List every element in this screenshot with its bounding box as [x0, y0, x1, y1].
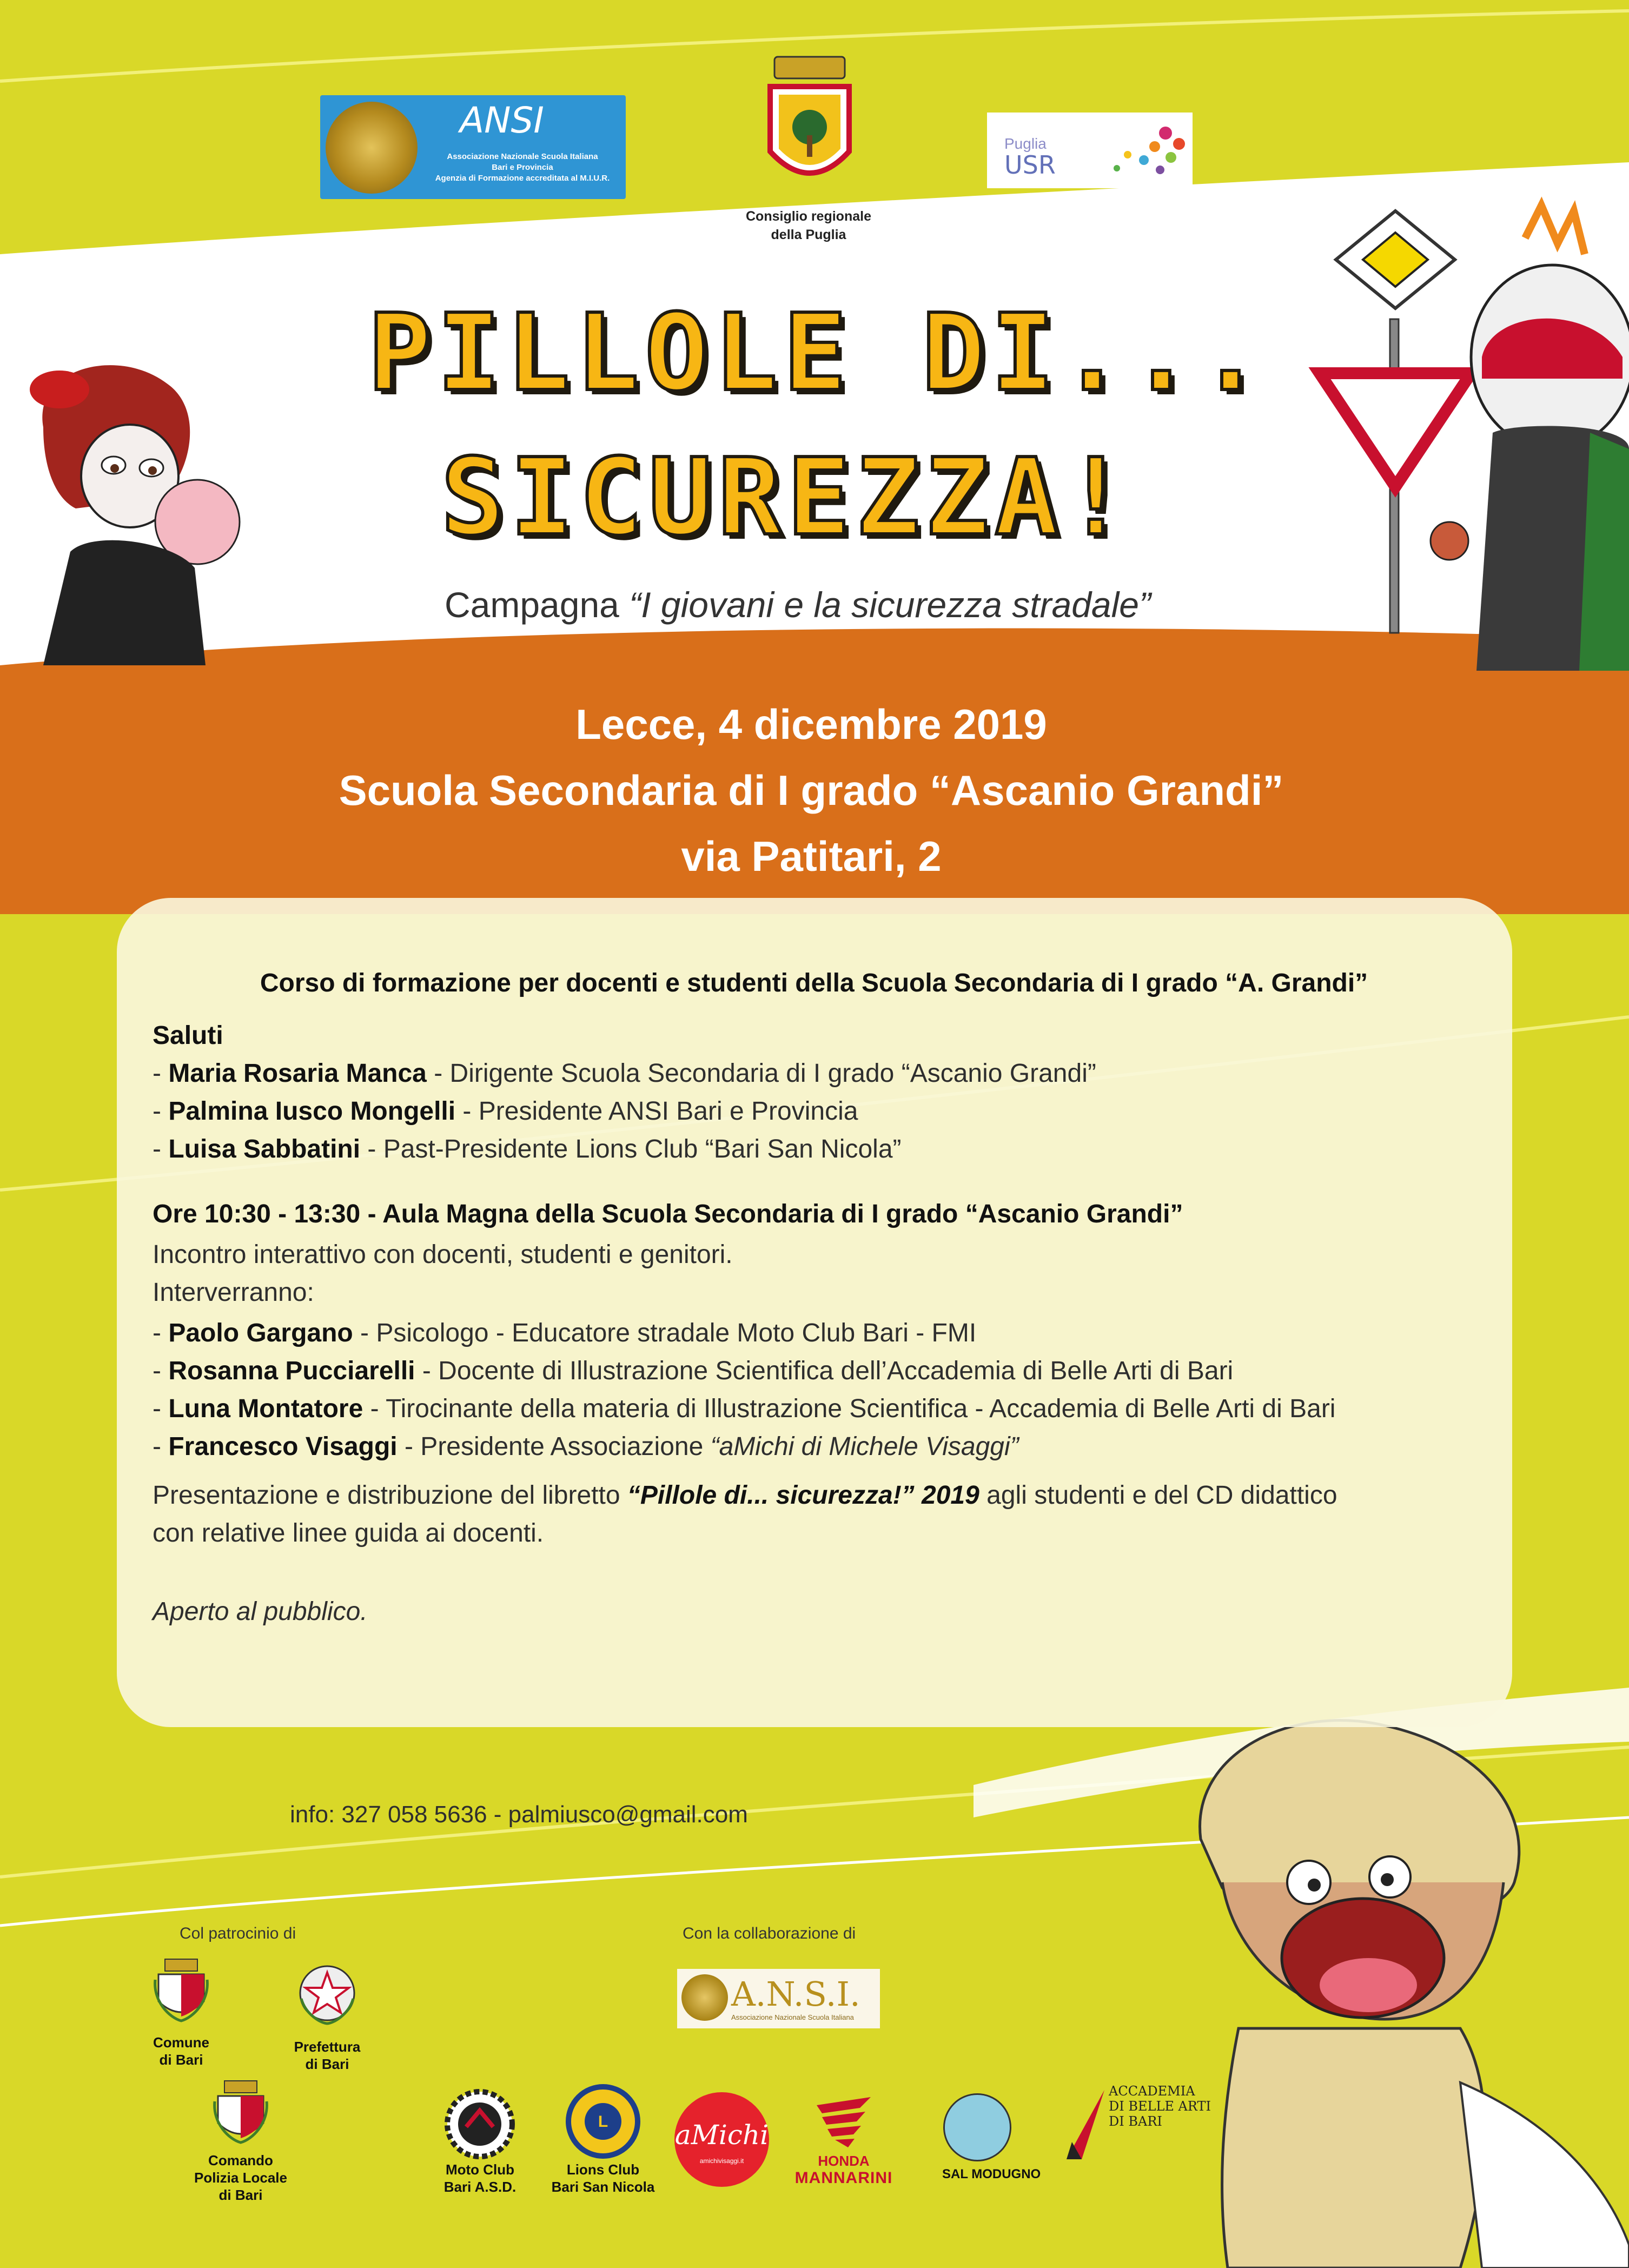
- caption-line: di Bari: [218, 2187, 263, 2203]
- ansi-collab-brand: A.N.S.I.: [731, 1974, 860, 2014]
- speakers-intro: Interverranno:: [153, 1278, 314, 1307]
- person-role: - Presidente ANSI Bari e Provincia: [455, 1097, 858, 1126]
- event-address: via Patitari, 2: [681, 832, 942, 880]
- caption-line: Comune: [153, 2034, 209, 2051]
- honda-brand: HONDA: [818, 2153, 870, 2169]
- presentation-text: agli studenti e del CD didattico: [979, 1481, 1337, 1510]
- person-name: Francesco Visaggi: [168, 1432, 398, 1461]
- amichi-brand: aMichi: [674, 2119, 769, 2151]
- motorcyclist-road-sign-illustration: [1287, 195, 1629, 671]
- speaker-item: - Paolo Gargano - Psicologo - Educatore stradale Moto Club Bari - FMI: [153, 1319, 977, 1347]
- comune-bari-caption: [135, 2034, 227, 2068]
- greetings-title-text: Saluti: [153, 1021, 223, 1050]
- caption-line: di Bari: [305, 2056, 349, 2072]
- ansi-collab-subtitle: Associazione Nazionale Scuola Italiana: [731, 2013, 854, 2021]
- person-name: Palmina Iusco Mongelli: [168, 1097, 456, 1126]
- sal-modugno-logo: [942, 2093, 1041, 2182]
- honda-mannarini-logo: [790, 2094, 898, 2192]
- cartoon-face-icon: [943, 2093, 1011, 2161]
- moto-club-caption: [422, 2161, 538, 2196]
- caption-line: Comando: [208, 2152, 273, 2168]
- patronage-label: Col patrocinio di: [180, 1925, 296, 1942]
- person-name: Maria Rosaria Manca: [168, 1059, 427, 1088]
- presentation-line-2: con relative linee guida ai docenti.: [153, 1519, 544, 1548]
- person-role: - Tirocinante della materia di Illustrazione Scientifica - Accademia di Belle Arti di Bari: [363, 1394, 1336, 1423]
- session-title: [153, 1195, 1183, 1233]
- speaker-item: - Luna Montatore - Tirocinante della materia di Illustrazione Scientifica - Accademia di Belle Arti di Bari: [153, 1394, 1336, 1423]
- presentation-line: [153, 1477, 1337, 1515]
- person-role: - Dirigente Scuola Secondaria di I grado “Ascanio Grandi”: [426, 1059, 1096, 1088]
- caption-line: di Bari: [159, 2052, 203, 2068]
- speaker-item: - Francesco Visaggi - Presidente Associazione “aMichi di Michele Visaggi”: [153, 1432, 1019, 1461]
- honda-wing-icon: [811, 2094, 876, 2151]
- ansi-logo-line: Agenzia di Formazione accreditata al M.I.U.R.: [435, 174, 610, 183]
- campaign-name: “I giovani e la sicurezza stradale”: [629, 585, 1151, 625]
- association-name: “aMichi di Michele Visaggi”: [710, 1432, 1019, 1461]
- ansi-logo-line: Associazione Nazionale Scuola Italiana: [447, 152, 598, 161]
- session-title-text: Ore 10:30 - 13:30 - Aula Magna della Scuola Secondaria di I grado “Ascanio Grandi”: [153, 1200, 1183, 1228]
- accademia-caption: [1109, 2084, 1211, 2129]
- dealer-name: MANNARINI: [794, 2169, 893, 2187]
- person-name: Luisa Sabbatini: [168, 1135, 361, 1163]
- ansi-logo-line: Bari e Provincia: [492, 163, 553, 172]
- usr-dots-icon: [1095, 122, 1187, 182]
- regional-council-label: [719, 207, 898, 244]
- speaker-item: - Rosanna Pucciarelli - Docente di Illustrazione Scientifica dell’Accademia di Belle Arti di Bari: [153, 1357, 1234, 1385]
- presentation-text: Presentazione e distribuzione del libretto: [153, 1481, 627, 1510]
- campaign-prefix: Campagna: [445, 585, 630, 625]
- lions-club-caption: [538, 2161, 668, 2196]
- regional-council-line: Consiglio regionale: [746, 209, 871, 224]
- prefettura-emblem-icon: [295, 1961, 360, 2026]
- caption-line: Bari A.S.D.: [443, 2179, 516, 2195]
- ansi-coin-icon: [681, 1974, 728, 2021]
- caption-line: Moto Club: [445, 2161, 515, 2178]
- session-description: Incontro interattivo con docenti, studenti e genitori.: [153, 1240, 733, 1269]
- girl-bubblegum-illustration: [11, 335, 265, 665]
- prefettura-caption: [279, 2038, 376, 2073]
- caption-line: Bari San Nicola: [551, 2179, 655, 2195]
- caption-line: ACCADEMIA: [1109, 2084, 1195, 2099]
- sal-modugno-name: SAL MODUGNO: [942, 2167, 1041, 2181]
- greetings-title: [153, 1017, 223, 1055]
- person-role: - Past-Presidente Lions Club “Bari San Nicola”: [360, 1135, 902, 1163]
- person-name: Paolo Gargano: [168, 1319, 353, 1347]
- shouting-man-turban-illustration: [1157, 1704, 1629, 2268]
- person-name: Rosanna Pucciarelli: [168, 1357, 415, 1385]
- moto-club-logo-icon: [445, 2089, 515, 2159]
- event-date: Lecce, 4 dicembre 2019: [575, 700, 1047, 748]
- polizia-locale-caption: [178, 2152, 303, 2204]
- comune-bari-crest-icon: [153, 1958, 209, 2023]
- ansi-logo-text: [422, 151, 623, 184]
- contact-info: info: 327 058 5636 - palmiusco@gmail.com: [290, 1801, 748, 1828]
- greeting-item: - Luisa Sabbatini - Past-Presidente Lions Club “Bari San Nicola”: [153, 1135, 902, 1163]
- puglia-crest-icon: [764, 54, 856, 195]
- greeting-item: - Palmina Iusco Mongelli - Presidente ANSI Bari e Provincia: [153, 1097, 858, 1126]
- course-heading: Corso di formazione per docenti e studenti della Scuola Secondaria di I grado “A. Grandi”: [260, 969, 1368, 997]
- accademia-logo-icon: [1060, 2088, 1109, 2164]
- campaign-subtitle: [270, 584, 1325, 625]
- collaboration-label: Con la collaborazione di: [683, 1925, 856, 1942]
- person-role: - Docente di Illustrazione Scientifica dell’Accademia di Belle Arti di Bari: [415, 1357, 1234, 1385]
- caption-line: Lions Club: [566, 2161, 640, 2178]
- caption-line: DI BELLE ARTI: [1109, 2099, 1211, 2114]
- ansi-seal-icon: [326, 102, 418, 194]
- person-name: Luna Montatore: [168, 1394, 363, 1423]
- polizia-locale-crest-icon: [213, 2080, 269, 2145]
- ansi-logo: [320, 95, 626, 199]
- person-role: - Psicologo - Educatore stradale Moto Club Bari - FMI: [353, 1319, 977, 1347]
- amichi-url: amichivisaggi.it: [699, 2157, 744, 2165]
- poster-title-line-1: PILLOLE DI...: [368, 292, 1268, 415]
- usr-logo-line: Puglia: [1004, 135, 1047, 152]
- poster-title-line-2: SICUREZZA!: [440, 436, 1134, 559]
- booklet-title: “Pillole di... sicurezza!” 2019: [627, 1481, 979, 1510]
- open-to-public-note: Aperto al pubblico.: [153, 1597, 368, 1626]
- usr-logo-acronym: USR: [1004, 150, 1056, 180]
- amichi-logo: [674, 2092, 769, 2187]
- event-school: Scuola Secondaria di I grado “Ascanio Grandi”: [339, 766, 1284, 814]
- caption-line: DI BARI: [1109, 2114, 1162, 2129]
- caption-line: Polizia Locale: [194, 2170, 287, 2186]
- lions-club-logo-icon: [565, 2084, 641, 2159]
- regional-council-line: della Puglia: [771, 227, 846, 242]
- greeting-item: - Maria Rosaria Manca - Dirigente Scuola Secondaria di I grado “Ascanio Grandi”: [153, 1059, 1096, 1088]
- person-role: - Presidente Associazione: [397, 1432, 711, 1461]
- ansi-collaboration-logo: [677, 1969, 880, 2028]
- svg-text:L: L: [598, 2113, 608, 2131]
- ansi-brand: ANSI: [460, 100, 544, 141]
- usr-puglia-logo: [987, 113, 1193, 188]
- caption-line: Prefettura: [294, 2039, 361, 2055]
